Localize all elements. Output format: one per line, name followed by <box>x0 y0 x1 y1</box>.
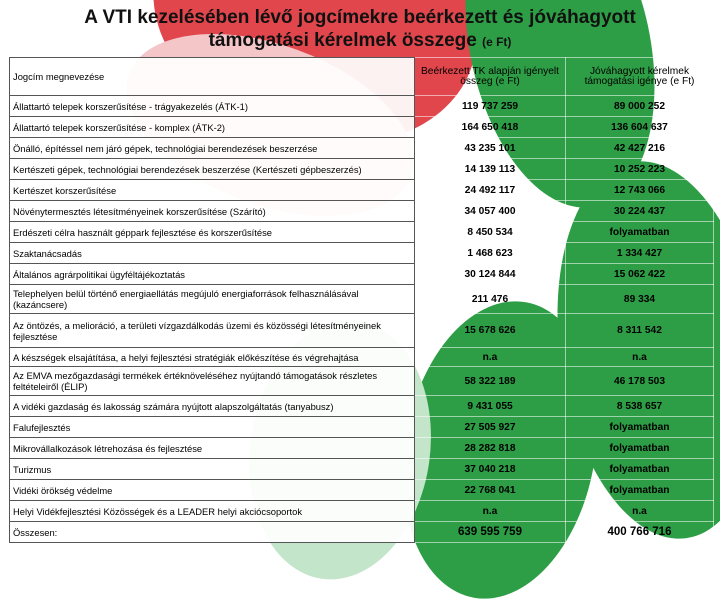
row-received: 15 678 626 <box>415 314 566 348</box>
row-received: n.a <box>415 348 566 367</box>
row-name: Turizmus <box>10 459 415 480</box>
table-row <box>10 96 714 117</box>
row-approved: folyamatban <box>566 438 714 459</box>
row-received: n.a <box>415 501 566 522</box>
row-approved: folyamatban <box>566 480 714 501</box>
header-approved: Jóváhagyott kérelmek támogatási igénye (e Ft) <box>566 58 714 96</box>
title-main-text: támogatási kérelmek összege <box>208 30 477 51</box>
table-row <box>10 396 714 417</box>
row-received: 1 468 623 <box>415 243 566 264</box>
row-name: Kertészeti gépek, technológiai berendezések beszerzése (Kertészeti gépbeszerzés) <box>10 159 415 180</box>
table-row <box>10 180 714 201</box>
total-received: 639 595 759 <box>415 522 566 543</box>
row-name: Kertészet korszerűsítése <box>10 180 415 201</box>
row-approved: folyamatban <box>566 222 714 243</box>
row-approved: folyamatban <box>566 459 714 480</box>
row-received: 27 505 927 <box>415 417 566 438</box>
table-row <box>10 159 714 180</box>
row-approved: 15 062 422 <box>566 264 714 285</box>
row-received: 28 282 818 <box>415 438 566 459</box>
row-received: 43 235 101 <box>415 138 566 159</box>
title-line-2 <box>0 29 720 54</box>
row-name: Állattartó telepek korszerűsítése - trágyakezelés (ÁTK-1) <box>10 96 415 117</box>
table-row <box>10 348 714 367</box>
row-approved: n.a <box>566 348 714 367</box>
title-unit: (e Ft) <box>482 35 512 49</box>
table-row <box>10 138 714 159</box>
row-received: 58 322 189 <box>415 367 566 396</box>
table-row <box>10 285 714 314</box>
row-approved: 1 334 427 <box>566 243 714 264</box>
title-line-1: A VTI kezelésében lévő jogcímekre beérkezett és jóváhagyott <box>84 7 636 28</box>
row-received: 22 768 041 <box>415 480 566 501</box>
row-approved: 8 538 657 <box>566 396 714 417</box>
row-approved: 89 000 252 <box>566 96 714 117</box>
table-row <box>10 201 714 222</box>
row-received: 34 057 400 <box>415 201 566 222</box>
row-received: 164 650 418 <box>415 117 566 138</box>
row-received: 9 431 055 <box>415 396 566 417</box>
row-received: 37 040 218 <box>415 459 566 480</box>
row-name: Mikrovállalkozások létrehozása és fejlesztése <box>10 438 415 459</box>
total-row <box>10 522 714 543</box>
table-row <box>10 243 714 264</box>
table-row <box>10 480 714 501</box>
row-name: A készségek elsajátítása, a helyi fejlesztési stratégiák előkészítése és végrehajtása <box>10 348 415 367</box>
row-name: Állattartó telepek korszerűsítése - komplex (ÁTK-2) <box>10 117 415 138</box>
table-row <box>10 264 714 285</box>
page-title <box>0 6 720 54</box>
table-row <box>10 438 714 459</box>
row-approved: 46 178 503 <box>566 367 714 396</box>
row-name: Szaktanácsadás <box>10 243 415 264</box>
total-label: Összesen: <box>10 522 415 543</box>
row-received: 14 139 113 <box>415 159 566 180</box>
row-name: Falufejlesztés <box>10 417 415 438</box>
row-approved: 42 427 216 <box>566 138 714 159</box>
row-approved: 30 224 437 <box>566 201 714 222</box>
row-received: 119 737 259 <box>415 96 566 117</box>
row-name: Általános agrárpolitikai ügyféltájékoztatás <box>10 264 415 285</box>
row-name: Erdészeti célra használt géppark fejlesztése és korszerűsítése <box>10 222 415 243</box>
row-name: Az EMVA mezőgazdasági termékek értéknöveléséhez nyújtandó támogatások részletes feltételeiről (ÉLIP) <box>10 367 415 396</box>
row-approved: 136 604 637 <box>566 117 714 138</box>
row-approved: 10 252 223 <box>566 159 714 180</box>
row-approved: 89 334 <box>566 285 714 314</box>
row-name: Önálló, építéssel nem járó gépek, technológiai berendezések beszerzése <box>10 138 415 159</box>
row-name: A vidéki gazdaság és lakosság számára nyújtott alapszolgáltatás (tanyabusz) <box>10 396 415 417</box>
row-received: 24 492 117 <box>415 180 566 201</box>
row-received: 8 450 534 <box>415 222 566 243</box>
table-row <box>10 459 714 480</box>
table-row <box>10 314 714 348</box>
row-approved: folyamatban <box>566 417 714 438</box>
table-row <box>10 417 714 438</box>
row-name: Az öntözés, a melioráció, a területi vízgazdálkodás üzemi és közösségi létesítményeinek fejlesztése <box>10 314 415 348</box>
header-row <box>10 58 714 96</box>
header-name: Jogcím megnevezése <box>10 58 415 96</box>
row-name: Telephelyen belül történő energiaellátás megújuló energiaforrások felhasználásával (kazáncsere) <box>10 285 415 314</box>
table-row <box>10 501 714 522</box>
table-row <box>10 222 714 243</box>
header-received: Beérkezett TK alapján igényelt összeg (e Ft) <box>415 58 566 96</box>
row-name: Növénytermesztés létesítményeinek korszerűsítése (Szárító) <box>10 201 415 222</box>
row-approved: 12 743 066 <box>566 180 714 201</box>
row-received: 30 124 844 <box>415 264 566 285</box>
table-row <box>10 367 714 396</box>
row-approved: 8 311 542 <box>566 314 714 348</box>
table-row <box>10 117 714 138</box>
total-approved: 400 766 716 <box>566 522 714 543</box>
row-approved: n.a <box>566 501 714 522</box>
row-name: Vidéki örökség védelme <box>10 480 415 501</box>
row-name: Helyi Vidékfejlesztési Közösségek és a LEADER helyi akciócsoportok <box>10 501 415 522</box>
row-received: 211 476 <box>415 285 566 314</box>
applications-table <box>9 57 714 543</box>
